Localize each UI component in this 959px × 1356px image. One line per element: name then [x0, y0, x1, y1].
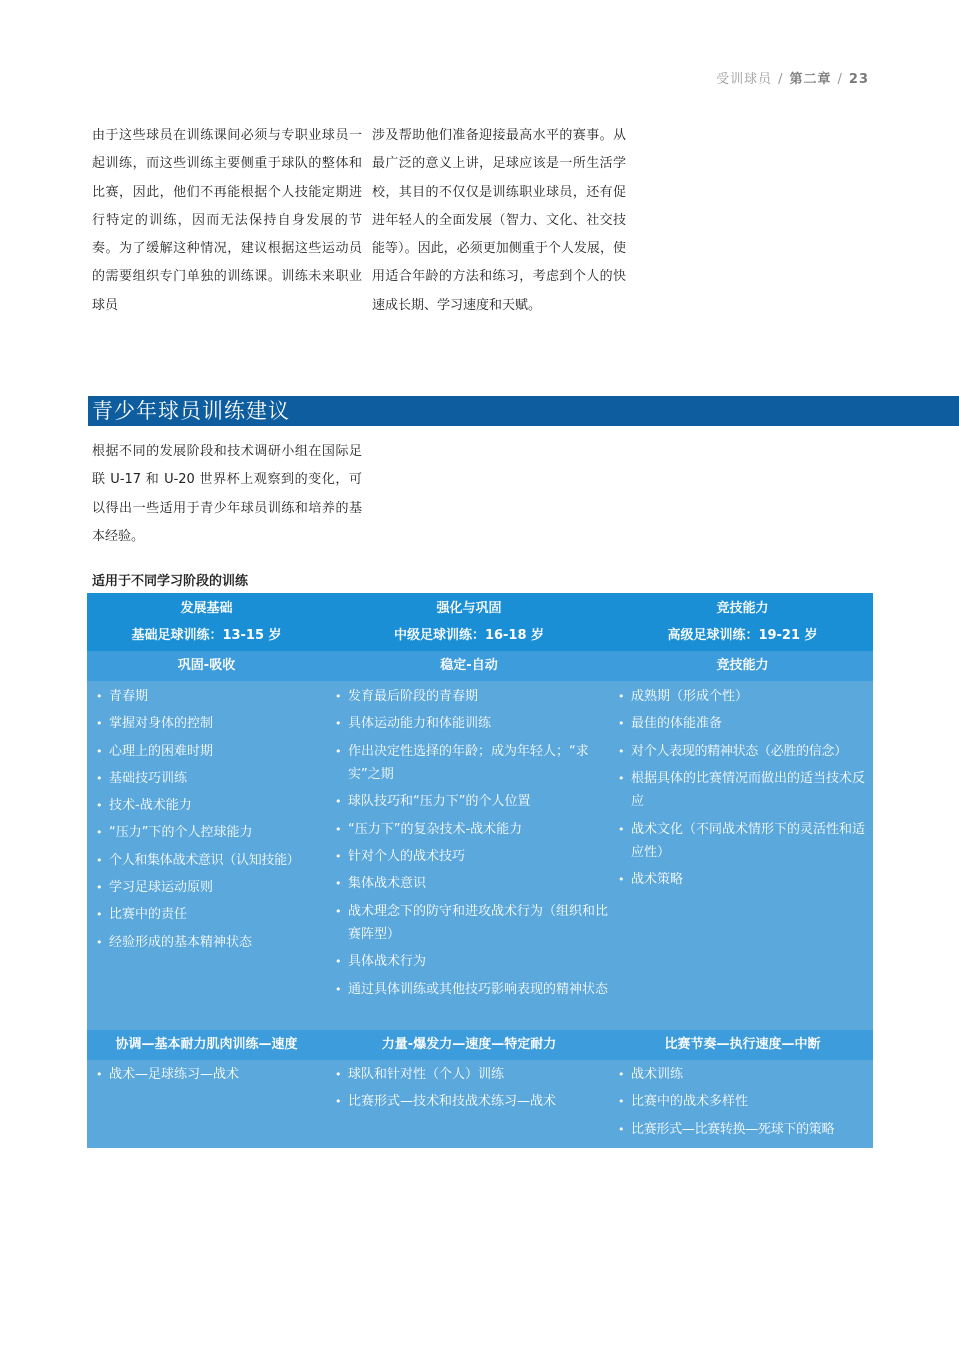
list-item: • 比赛中的战术多样性 [617, 1090, 873, 1114]
list-item: • 最佳的体能准备 [617, 712, 869, 736]
methods-cell [326, 1063, 612, 1118]
physical-focus-row [87, 1030, 873, 1060]
list-item: • 技术-战术能力 [95, 794, 326, 818]
list-item: • 心理上的困难时期 [95, 740, 326, 764]
focus-cell: 竞技能力 [716, 658, 769, 673]
level-label: 高级足球训练：19-21 岁 [667, 628, 818, 643]
items-cell [612, 685, 873, 896]
list-item: • 集体战术意识 [334, 872, 608, 896]
methods-cell [87, 1063, 326, 1090]
training-stages-table [87, 593, 873, 1148]
physical-cell: 协调—基本耐力肌肉训练—速度 [115, 1037, 298, 1052]
header-section: 受训球员 [716, 72, 773, 87]
focus-cell: 稳定-自动 [440, 658, 498, 673]
list-item: • 发育最后阶段的青春期 [334, 685, 608, 709]
list-item: • 学习足球运动原则 [95, 876, 326, 900]
methods-cell [612, 1063, 873, 1145]
list-item: • 战术训练 [617, 1063, 873, 1087]
section-title-band [88, 396, 959, 426]
list-item: • 掌握对身体的控制 [95, 712, 326, 736]
physical-cell: 比赛节奏—执行速度—中断 [664, 1037, 821, 1052]
list-item: • 个人和集体战术意识（认知技能） [95, 849, 326, 873]
list-item: • 基础技巧训练 [95, 767, 326, 791]
focus-cell: 巩固-吸收 [177, 658, 236, 673]
list-item: • 比赛形式—技术和技战术练习—战术 [334, 1090, 612, 1114]
list-item: • 通过具体训练或其他技巧影响表现的精神状态 [334, 978, 608, 1002]
header-chapter: 第二章 [789, 72, 832, 87]
table-title: 适用于不同学习阶段的训练 [92, 574, 249, 589]
list-item: • 具体战术行为 [334, 950, 608, 974]
level-label: 中级足球训练：16-18 岁 [393, 628, 545, 643]
stage-label: 竞技能力 [716, 601, 769, 616]
list-item: • 球队技巧和“压力下”的个人位置 [334, 790, 608, 814]
list-item: • 比赛形式—比赛转换—死球下的策略 [617, 1118, 873, 1142]
level-label: 基础足球训练：13-15 岁 [131, 628, 282, 643]
list-item: • 经验形成的基本精神状态 [95, 931, 326, 955]
list-item: • 比赛中的责任 [95, 903, 326, 927]
section-title: 青少年球员训练建议 [92, 399, 290, 423]
page-number: 23 [848, 72, 869, 87]
list-item: • 成熟期（形成个性） [617, 685, 869, 709]
header-separator: / [837, 72, 843, 87]
list-item: • “压力”下的个人控球能力 [95, 821, 326, 845]
physical-cell: 力量-爆发力—速度—特定耐力 [381, 1037, 557, 1052]
list-item: • 针对个人的战术技巧 [334, 845, 608, 869]
header-cell [87, 593, 326, 649]
intro-column-1: 由于这些球员在训练课间必须与专职业球员一起训练，而这些训练主要侧重于球队的整体和比赛，因此，他们不再能根据个人技能定期进行特定的训练，因而无法保持自身发展的节奏。为了缓解这种情况，建议根据这些运动员的需要组织专门单独的训练课。训练未来职业球员 [92, 128, 362, 313]
list-item: • 具体运动能力和体能训练 [334, 712, 608, 736]
list-item: • 对个人表现的精神状态（必胜的信念） [617, 740, 869, 764]
table-header-row [87, 593, 873, 651]
section-intro-paragraph: 根据不同的发展阶段和技术调研小组在国际足联 U-17 和 U-20 世界杯上观察到的变化，可以得出一些适用于青少年球员训练和培养的基本经验。 [92, 444, 362, 544]
header-cell [326, 593, 612, 649]
items-cell [87, 685, 326, 958]
list-item: • 战术—足球练习—战术 [95, 1063, 326, 1087]
list-item: • 战术文化（不同战术情形下的灵活性和适应性） [617, 818, 869, 865]
list-item: • 根据具体的比赛情况而做出的适当技术反应 [617, 767, 869, 814]
header-cell [612, 593, 873, 649]
stage-label: 发展基础 [180, 601, 233, 616]
list-item: • 作出决定性选择的年龄；成为年轻人；“求实”之期 [334, 740, 608, 787]
stage-label: 强化与巩固 [436, 601, 502, 616]
list-item: • 战术理念下的防守和进攻战术行为（组织和比赛阵型） [334, 900, 608, 947]
focus-row [87, 651, 873, 681]
items-cell [326, 685, 612, 1005]
header-separator: / [778, 72, 784, 87]
intro-column-2: 涉及帮助他们准备迎接最高水平的赛事。从最广泛的意义上讲，足球应该是一所生活学校，其目的不仅仅是训练职业球员，还有促进年轻人的全面发展（智力、文化、社交技能等）。因此，必须更加侧重于个人发展，使用适合年龄的方法和练习，考虑到个人的快速成长期、学习速度和天赋。 [372, 128, 626, 313]
list-item: • “压力下”的复杂技术-战术能力 [334, 818, 608, 842]
list-item: • 战术策略 [617, 868, 869, 892]
list-item: • 青春期 [95, 685, 326, 709]
running-header [716, 68, 869, 87]
list-item: • 球队和针对性（个人）训练 [334, 1063, 612, 1087]
